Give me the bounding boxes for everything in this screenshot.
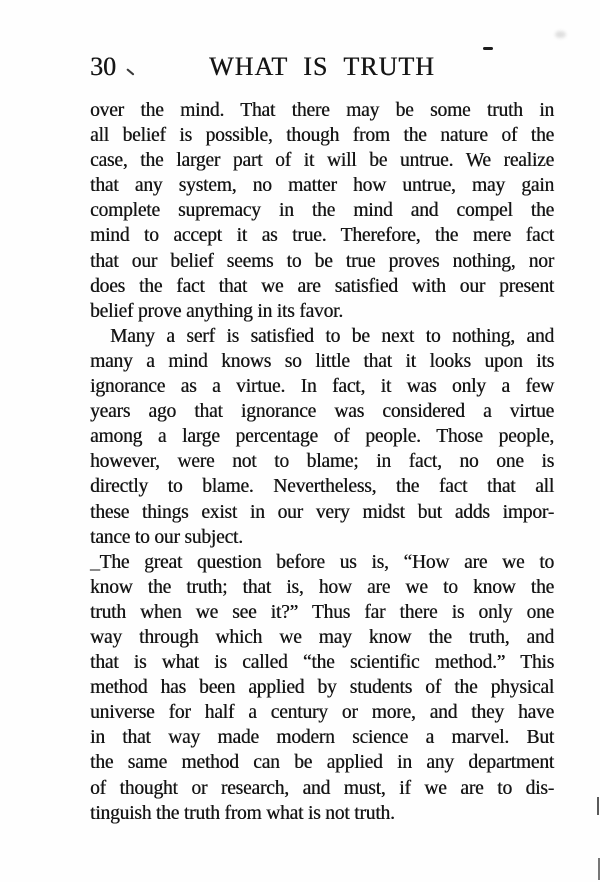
text-line: directly to blame. Nevertheless, the fact that all: [90, 476, 554, 498]
text-line: that our belief seems to be true proves nothing, nor: [90, 250, 554, 272]
text-line: mind to accept it as true. Therefore, the mere fact: [90, 225, 554, 247]
text-line: that any system, no matter how untrue, may gain: [90, 175, 554, 197]
text-line: all belief is possible, though from the nature of the: [90, 125, 554, 147]
scan-smudge-artifact: [555, 31, 566, 38]
page-header: [90, 52, 554, 82]
text-line: over the mind. That there may be some truth in: [90, 100, 554, 121]
text-line: tance to our subject.: [90, 526, 243, 548]
text-line: however, were not to blame; in fact, no one is: [90, 451, 554, 473]
text-line: the same method can be applied in any department: [90, 752, 554, 774]
text-line: truth when we see it?” Thus far there is only one: [90, 601, 554, 623]
text-line: Many a serf is satisfied to be next to nothing, and: [110, 325, 554, 347]
text-line: ignorance as a virtue. In fact, it was only a few: [90, 376, 554, 398]
text-line: these things exist in our very midst but adds impor-: [90, 501, 554, 523]
text-line: way through which we may know the truth, and: [90, 626, 554, 648]
text-line: many a mind knows so little that it looks upon its: [90, 350, 554, 372]
text-line: of thought or research, and must, if we are to dis-: [90, 777, 554, 799]
text-line: case, the larger part of it will be untrue. We realize: [90, 150, 554, 172]
text-line: _The great question before us is, “How are we to: [90, 551, 554, 573]
text-line: complete supremacy in the mind and compel the: [90, 200, 554, 222]
text-line: among a large percentage of people. Those people,: [90, 426, 554, 448]
text-line: does the fact that we are satisfied with our present: [90, 275, 554, 297]
text-line: tinguish the truth from what is not truth.: [90, 802, 395, 824]
scan-dash-artifact: [483, 47, 493, 50]
text-line: years ago that ignorance was considered a virtue: [90, 401, 554, 423]
running-title: WHAT IS TRUTH: [209, 52, 435, 81]
text-line: method has been applied by students of the physical: [90, 677, 554, 699]
page-number: 30: [90, 52, 116, 81]
text-line: that is what is called “the scientific method.” This: [90, 652, 554, 674]
text-line: belief prove anything in its favor.: [90, 300, 343, 322]
text-line: in that way made modern science a marvel. But: [90, 727, 554, 749]
page-body: [90, 98, 554, 826]
scan-edge-mark: [597, 797, 599, 815]
text-line: universe for half a century or more, and they have: [90, 702, 554, 724]
text-line: know the truth; that is, how are we to know the: [90, 576, 554, 598]
